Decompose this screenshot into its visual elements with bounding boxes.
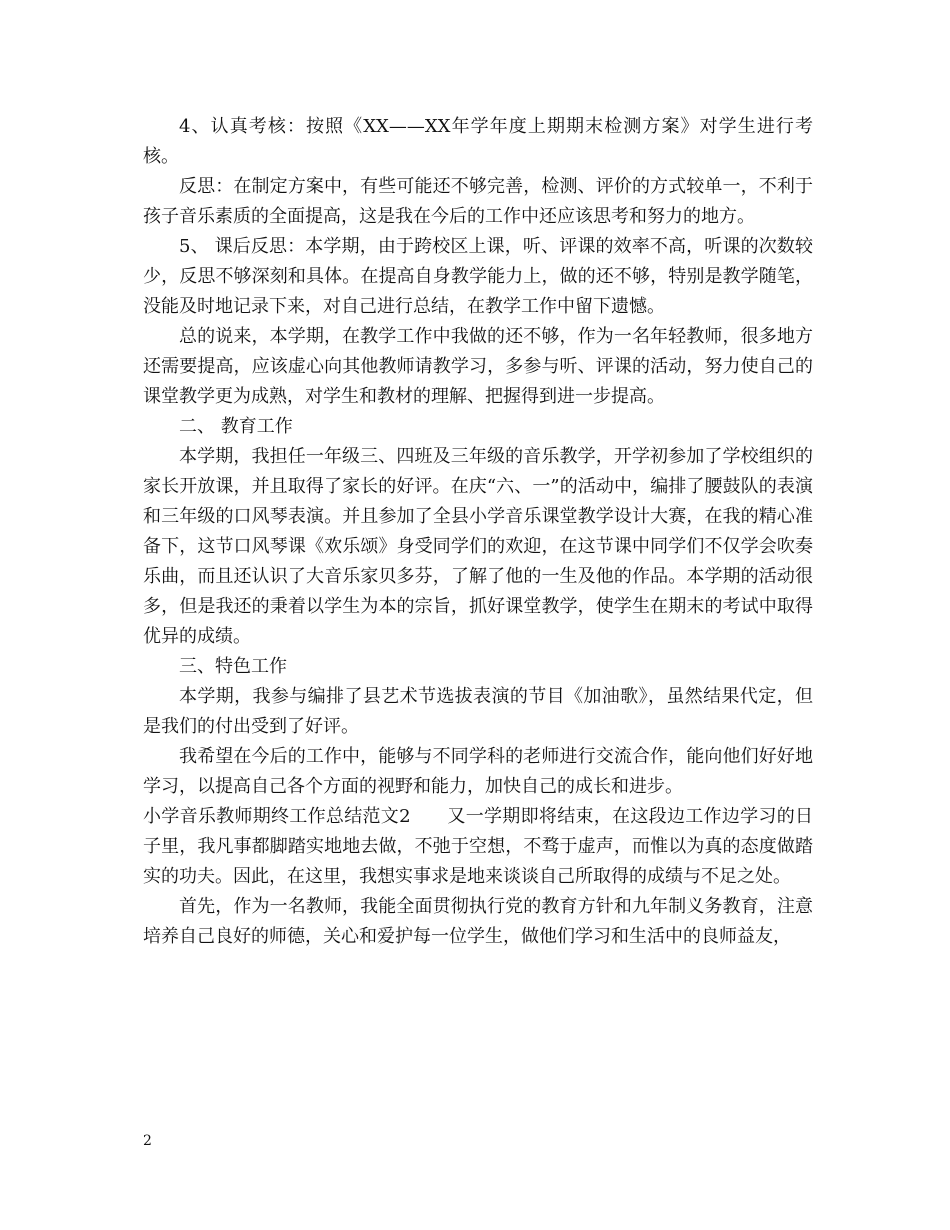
paragraph-exam-assessment: 4、认真考核：按照《XX——XX年学年度上期期末检测方案》对学生进行考核。 [143, 116, 813, 167]
paragraph-reflection: 反思：在制定方案中，有些可能还不够完善，检测、评价的方式较单一，不利于孩子音乐素质的全面提高，这是我在今后的工作中还应该思考和努力的地方。 [143, 176, 813, 227]
paragraph-education-work: 本学期，我担任一年级三、四班及三年级的音乐教学，开学初参加了学校组织的家长开放课，并且取得了家长的好评。在庆“六、一”的活动中，编排了腰鼓队的表演和三年级的口风琴表演。并且参加了全县小学音乐课堂教学设计大赛，在我的精心准备下，这节口风琴课《欢乐颂》身受同学们的欢迎，在这节课中同学们不仅学会吹奏乐曲，而且还认识了大音乐家贝多芬，了解了他的一生及他的作品。本学期的活动很多，但是我还的秉着以学生为本的宗旨，抓好课堂教学，使学生在期末的考试中取得优异的成绩。 [143, 446, 813, 647]
paragraph-first: 首先，作为一名教师，我能全面贯彻执行党的教育方针和九年制义务教育，注意培养自己良好的师德，关心和爱护每一位学生，做他们学习和生活中的良师益友， [143, 896, 813, 947]
section-heading-special-work: 三、特色工作 [179, 656, 287, 677]
page-number: 2 [143, 1133, 152, 1149]
document-body [143, 112, 813, 952]
paragraph-after-class-reflection: 5、 课后反思：本学期，由于跨校区上课，听、评课的效率不高，听课的次数较少，反思不够深刻和具体。在提高自身教学能力上，做的还不够，特别是教学随笔，没能及时地记录下来，对自己进行总结，在教学工作中留下遗憾。 [143, 236, 813, 317]
paragraph-sample-2-intro: 小学音乐教师期终工作总结范文2 又一学期即将结束，在这段边工作边学习的日子里，我凡事都脚踏实地地去做，不弛于空想，不骛于虚声，而惟以为真的态度做踏实的功夫。因此，在这里，我想实事求是地来谈谈自己所取得的成绩与不足之处。 [143, 806, 813, 887]
paragraph-special-work: 本学期，我参与编排了县艺术节选拔表演的节目《加油歌》，虽然结果代定，但是我们的付出受到了好评。 [143, 686, 813, 737]
paragraph-hope: 我希望在今后的工作中，能够与不同学科的老师进行交流合作，能向他们好好地学习，以提高自己各个方面的视野和能力，加快自己的成长和进步。 [143, 746, 813, 797]
paragraph-summary: 总的说来，本学期，在教学工作中我做的还不够，作为一名年轻教师，很多地方还需要提高，应该虚心向其他教师请教学习，多参与听、评课的活动，努力使自己的课堂教学更为成熟，对学生和教材的理解、把握得到进一步提高。 [143, 326, 813, 407]
section-heading-education-work: 二、 教育工作 [179, 416, 293, 437]
